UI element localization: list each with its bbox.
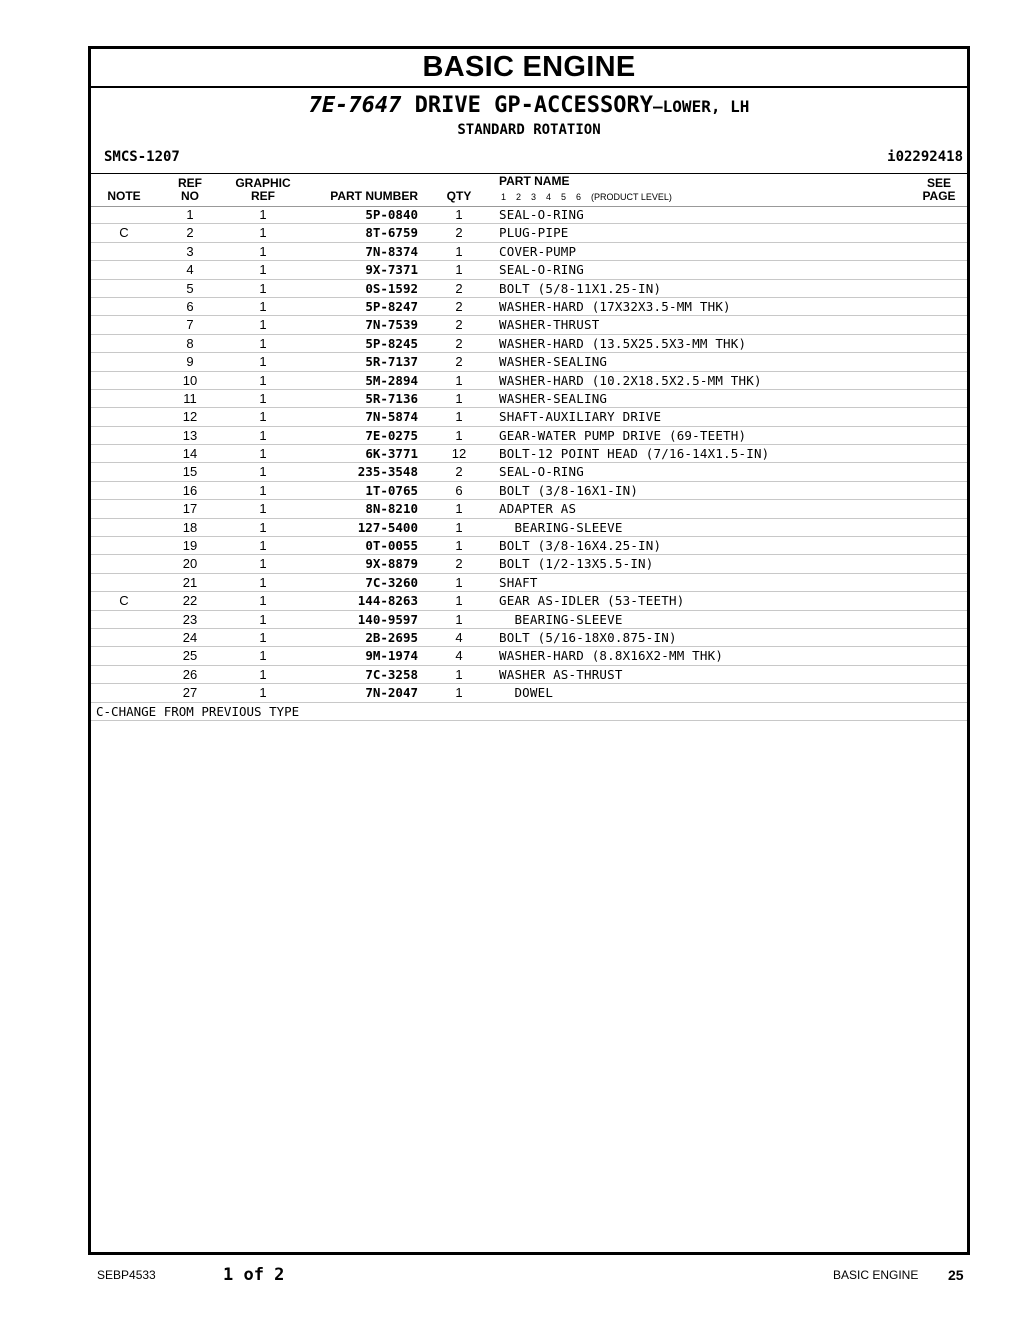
quantity: 4 xyxy=(455,648,463,664)
graphic-ref: 1 xyxy=(259,538,267,554)
note-cell: C xyxy=(119,225,129,241)
illustration-id: i02292418 xyxy=(887,149,963,165)
page-count: 1 of 2 xyxy=(223,1265,285,1285)
part-number: 7N-8374 xyxy=(365,243,418,259)
ref-number: 12 xyxy=(182,409,198,425)
table-row xyxy=(91,224,967,242)
part-name: DOWEL xyxy=(499,685,554,701)
graphic-ref: 1 xyxy=(259,611,267,627)
part-number: 5R-7136 xyxy=(365,390,418,406)
page-number: 25 xyxy=(948,1267,964,1283)
quantity: 2 xyxy=(455,556,463,572)
part-name: BOLT (3/8-16X4.25-IN) xyxy=(499,538,662,554)
quantity: 1 xyxy=(455,409,463,425)
part-name: BEARING-SLEEVE xyxy=(499,611,623,627)
part-number: 5P-8247 xyxy=(365,298,418,314)
graphic-ref: 1 xyxy=(259,317,267,333)
part-name: WASHER-HARD (13.5X25.5X3-MM THK) xyxy=(499,335,747,351)
quantity: 1 xyxy=(455,685,463,701)
part-number: 127-5400 xyxy=(357,519,418,535)
part-name: GEAR AS-IDLER (53-TEETH) xyxy=(499,593,685,609)
quantity: 1 xyxy=(455,611,463,627)
ref-number: 7 xyxy=(186,317,194,333)
graphic-ref: 1 xyxy=(259,666,267,682)
quantity: 1 xyxy=(455,519,463,535)
graphic-ref: 1 xyxy=(259,593,267,609)
table-row xyxy=(91,353,967,371)
table-row xyxy=(91,445,967,463)
col-see-top: SEE xyxy=(926,176,951,190)
table-row xyxy=(91,316,967,334)
part-number: 7N-5874 xyxy=(365,409,418,425)
quantity: 1 xyxy=(455,574,463,590)
part-name: SEAL-O-RING xyxy=(499,464,584,480)
quantity: 1 xyxy=(455,666,463,682)
quantity: 12 xyxy=(451,446,467,462)
quantity: 2 xyxy=(455,298,463,314)
group-part-number: 7E-7647 xyxy=(308,93,402,118)
parts-table xyxy=(91,206,967,721)
table-row xyxy=(91,611,967,629)
part-name: WASHER-SEALING xyxy=(499,390,608,406)
col-ref-bottom: NO xyxy=(181,189,199,203)
graphic-ref: 1 xyxy=(259,519,267,535)
table-row xyxy=(91,482,967,500)
part-name: BOLT (5/8-11X1.25-IN) xyxy=(499,280,662,296)
table-row xyxy=(91,592,967,610)
quantity: 1 xyxy=(455,538,463,554)
table-row xyxy=(91,298,967,316)
graphic-ref: 1 xyxy=(259,574,267,590)
graphic-ref: 1 xyxy=(259,298,267,314)
graphic-ref: 1 xyxy=(259,335,267,351)
graphic-ref: 1 xyxy=(259,427,267,443)
part-number: 140-9597 xyxy=(357,611,418,627)
table-row xyxy=(91,574,967,592)
col-part-name: PART NAME xyxy=(499,174,570,188)
part-number: 0S-1592 xyxy=(365,280,418,296)
part-name: BOLT-12 POINT HEAD (7/16-14X1.5-IN) xyxy=(499,446,770,462)
part-number: 7E-0275 xyxy=(365,427,418,443)
graphic-ref: 1 xyxy=(259,556,267,572)
graphic-ref: 1 xyxy=(259,390,267,406)
table-row xyxy=(91,280,967,298)
ref-number: 20 xyxy=(182,556,198,572)
table-row xyxy=(91,206,967,224)
quantity: 2 xyxy=(455,464,463,480)
graphic-ref: 1 xyxy=(259,685,267,701)
col-note: NOTE xyxy=(107,189,141,203)
quantity: 1 xyxy=(455,262,463,278)
col-part-number: PART NUMBER xyxy=(330,189,418,203)
graphic-ref: 1 xyxy=(259,446,267,462)
graphic-ref: 1 xyxy=(259,629,267,645)
part-name: WASHER-HARD (17X32X3.5-MM THK) xyxy=(499,298,731,314)
graphic-ref: 1 xyxy=(259,464,267,480)
part-number: 8T-6759 xyxy=(365,225,418,241)
graphic-ref: 1 xyxy=(259,409,267,425)
col-graphic-top: GRAPHIC xyxy=(235,176,291,190)
quantity: 2 xyxy=(455,280,463,296)
part-number: 2B-2695 xyxy=(365,629,418,645)
part-name: BEARING-SLEEVE xyxy=(499,519,623,535)
quantity: 1 xyxy=(455,207,463,222)
graphic-ref: 1 xyxy=(259,354,267,370)
table-row xyxy=(91,519,967,537)
part-number: 9X-8879 xyxy=(365,556,418,572)
part-number: 7C-3260 xyxy=(365,574,418,590)
table-row xyxy=(91,500,967,518)
quantity: 6 xyxy=(455,482,463,498)
ref-number: 4 xyxy=(186,262,194,278)
table-row xyxy=(91,243,967,261)
quantity: 1 xyxy=(455,390,463,406)
part-name: WASHER-HARD (10.2X18.5X2.5-MM THK) xyxy=(499,372,762,388)
ref-number: 13 xyxy=(182,427,198,443)
ref-number: 3 xyxy=(186,243,194,259)
table-row xyxy=(91,666,967,684)
part-name: SEAL-O-RING xyxy=(499,207,584,222)
col-product-level: 1 2 3 4 5 6 (PRODUCT LEVEL) xyxy=(501,192,672,202)
table-row xyxy=(91,629,967,647)
part-number: 9X-7371 xyxy=(365,262,418,278)
graphic-ref: 1 xyxy=(259,225,267,241)
parts-page-frame xyxy=(88,46,970,1255)
part-number: 6K-3771 xyxy=(365,446,418,462)
table-row xyxy=(91,555,967,573)
table-row xyxy=(91,335,967,353)
part-number: 5P-8245 xyxy=(365,335,418,351)
part-number: 0T-0055 xyxy=(365,538,418,554)
col-ref-top: REF xyxy=(178,176,202,190)
part-number: 235-3548 xyxy=(357,464,418,480)
table-row xyxy=(91,427,967,445)
table-row xyxy=(91,408,967,426)
doc-number: SEBP4533 xyxy=(97,1268,156,1282)
quantity: 1 xyxy=(455,501,463,517)
part-number: 7N-2047 xyxy=(365,685,418,701)
ref-number: 24 xyxy=(182,629,198,645)
part-number: 5R-7137 xyxy=(365,354,418,370)
table-row xyxy=(91,390,967,408)
page-footer xyxy=(0,1263,1020,1287)
ref-number: 16 xyxy=(182,482,198,498)
part-name: SEAL-O-RING xyxy=(499,262,584,278)
group-subtitle: STANDARD ROTATION xyxy=(457,122,601,138)
group-suffix: —LOWER, LH xyxy=(653,97,750,116)
smcs-code: SMCS-1207 xyxy=(104,149,180,165)
ref-number: 8 xyxy=(186,335,194,351)
ref-number: 18 xyxy=(182,519,198,535)
part-name: SHAFT xyxy=(499,574,538,590)
quantity: 1 xyxy=(455,593,463,609)
ref-number: 22 xyxy=(182,593,198,609)
graphic-ref: 1 xyxy=(259,501,267,517)
part-name: BOLT (5/16-18X0.875-IN) xyxy=(499,629,677,645)
col-graphic-bottom: REF xyxy=(251,189,275,203)
table-header xyxy=(91,173,967,207)
ref-number: 11 xyxy=(183,390,197,406)
footnote: C-CHANGE FROM PREVIOUS TYPE xyxy=(91,703,967,721)
part-number: 7N-7539 xyxy=(365,317,418,333)
table-row xyxy=(91,372,967,390)
part-name: WASHER-SEALING xyxy=(499,354,608,370)
ref-number: 15 xyxy=(182,464,198,480)
col-see-bottom: PAGE xyxy=(922,189,956,203)
ref-number: 2 xyxy=(186,225,194,241)
ref-number: 1 xyxy=(186,207,194,222)
graphic-ref: 1 xyxy=(259,207,267,222)
graphic-ref: 1 xyxy=(259,243,267,259)
part-name: BOLT (3/8-16X1-IN) xyxy=(499,482,639,498)
table-row xyxy=(91,261,967,279)
part-name: GEAR-WATER PUMP DRIVE (69-TEETH) xyxy=(499,427,747,443)
ref-number: 21 xyxy=(182,574,198,590)
part-name: WASHER-THRUST xyxy=(499,317,600,333)
part-number: 7C-3258 xyxy=(365,666,418,682)
part-name: WASHER AS-THRUST xyxy=(499,666,623,682)
graphic-ref: 1 xyxy=(259,372,267,388)
ref-number: 27 xyxy=(182,685,198,701)
part-name: PLUG-PIPE xyxy=(499,225,569,241)
quantity: 2 xyxy=(455,225,463,241)
part-name: SHAFT-AUXILIARY DRIVE xyxy=(499,409,662,425)
table-row xyxy=(91,463,967,481)
quantity: 4 xyxy=(455,629,463,645)
ref-number: 9 xyxy=(186,354,194,370)
ref-number: 5 xyxy=(186,280,194,296)
graphic-ref: 1 xyxy=(259,482,267,498)
ref-number: 26 xyxy=(182,666,198,682)
part-name: BOLT (1/2-13X5.5-IN) xyxy=(499,556,654,572)
table-row xyxy=(91,647,967,665)
group-title xyxy=(91,93,967,120)
col-qty: QTY xyxy=(446,189,472,203)
quantity: 2 xyxy=(455,335,463,351)
ref-number: 17 xyxy=(182,501,198,517)
quantity: 1 xyxy=(455,427,463,443)
part-number: 144-8263 xyxy=(357,593,418,609)
ref-number: 14 xyxy=(182,446,198,462)
part-name: COVER-PUMP xyxy=(499,243,577,259)
graphic-ref: 1 xyxy=(259,280,267,296)
ref-number: 19 xyxy=(182,538,198,554)
part-number: 5P-0840 xyxy=(365,207,418,222)
quantity: 1 xyxy=(455,243,463,259)
part-number: 5M-2894 xyxy=(365,372,418,388)
part-number: 9M-1974 xyxy=(365,648,418,664)
table-row xyxy=(91,684,967,702)
note-cell: C xyxy=(119,593,129,609)
graphic-ref: 1 xyxy=(259,262,267,278)
group-name: DRIVE GP-ACCESSORY xyxy=(414,93,654,118)
ref-number: 25 xyxy=(182,648,198,664)
table-row xyxy=(91,537,967,555)
graphic-ref: 1 xyxy=(259,648,267,664)
ref-number: 23 xyxy=(182,611,198,627)
part-number: 1T-0765 xyxy=(365,482,418,498)
ref-number: 6 xyxy=(186,298,194,314)
quantity: 2 xyxy=(455,354,463,370)
part-name: WASHER-HARD (8.8X16X2-MM THK) xyxy=(499,648,724,664)
footer-section: BASIC ENGINE xyxy=(833,1268,919,1282)
quantity: 1 xyxy=(455,372,463,388)
ref-number: 10 xyxy=(182,372,198,388)
quantity: 2 xyxy=(455,317,463,333)
part-name: ADAPTER AS xyxy=(499,501,577,517)
section-band: BASIC ENGINE xyxy=(91,49,967,88)
part-number: 8N-8210 xyxy=(365,501,418,517)
